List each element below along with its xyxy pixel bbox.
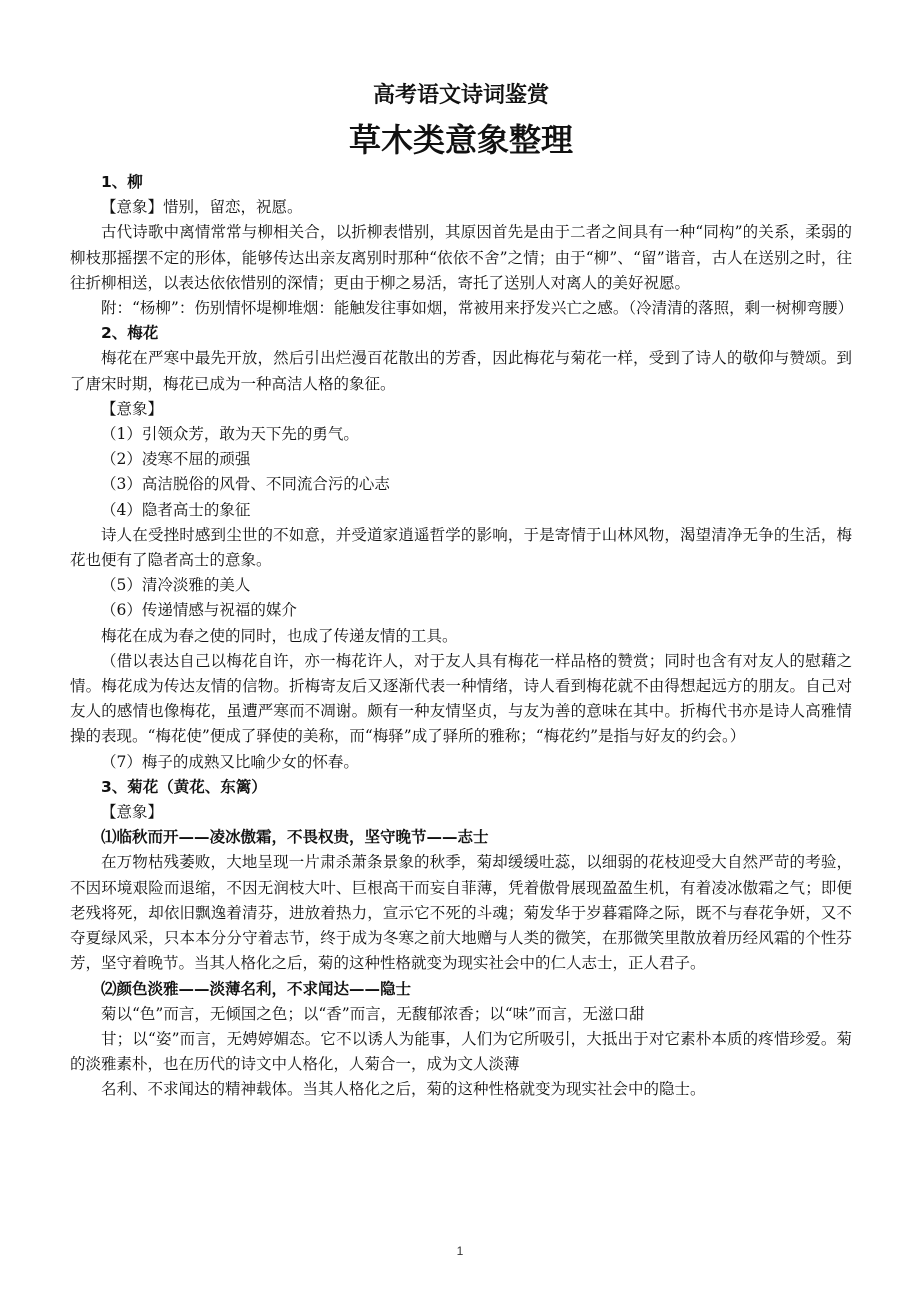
subheading: ⑴临秋而开——凌冰傲霜，不畏权贵，坚守晚节——志士 xyxy=(101,828,489,847)
list-item: （7）梅子的成熟又比喻少女的怀春。 xyxy=(101,752,359,771)
paragraph: 在万物枯残萎败，大地呈现一片肃杀萧条景象的秋季，菊却缓缓吐蕊，以细弱的花枝迎受大自然严苛的考验，不因环境艰险而退缩，不因无润枝大叶、巨根高干而妄自菲薄，凭着傲骨展现盈盈生机，有着凌冰傲霜之气；即便老残将死，却依旧飘逸着清芬，进放着热力，宣示它不死的斗魂；菊发华于岁暮霜降之际，既不与春花争妍，又不夺夏绿风采，只本本分分守着志节，终于成为冬寒之前大地赠与人类的微笑，在那微笑里散放着历经风霜的个性芬芳，坚守着晚节。当其人格化之后，菊的这种性格就变为现实社会中的仁人志士，正人君子。 xyxy=(70,853,852,973)
paragraph: （借以表达自己以梅花自许，亦一梅花许人，对于友人具有梅花一样品格的赞赏；同时也含有对友人的慰藉之情。梅花成为传达友情的信物。折梅寄友后又逐渐代表一种情绪，诗人看到梅花就不由得想起远方的朋友。自己对友人的感情也像梅花，虽遭严寒而不凋谢。颇有一种友情坚贞，与友为善的意味在其中。折梅代书亦是诗人高雅情操的表现。“梅花使”便成了驿使的美称，而“梅驿”成了驿所的雅称；“梅花约”是指与好友的约会。） xyxy=(70,651,852,746)
paragraph: 诗人在受挫时感到尘世的不如意，并受道家逍遥哲学的影响，于是寄情于山林风物，渴望清净无争的生活，梅花也便有了隐者高士的意象。 xyxy=(70,525,852,570)
paragraph: 【意象】惜别，留恋，祝愿。 xyxy=(101,198,303,217)
list-item: （6）传递情感与祝福的媒介 xyxy=(101,601,297,620)
paragraph: 【意象】 xyxy=(101,803,164,822)
list-item: （1）引领众芳，敢为天下先的勇气。 xyxy=(101,425,359,444)
subheading: ⑵颜色淡雅——淡薄名利，不求闻达——隐士 xyxy=(101,979,412,998)
paragraph: 古代诗歌中离情常常与柳相关合，以折柳表惜别，其原因首先是由于二者之间具有一种“同构”的关系，柔弱的柳枝那摇摆不定的形体，能够传达出亲友离别时那种“依依不舍”之情；由于“柳”、“留”谐音，古人在送别之时，往往折柳相送，以表达依依惜别的深情；更由于柳之易活，寄托了送别人对离人的美好祝愿。 xyxy=(70,223,852,292)
paragraph: 梅花在严寒中最先开放，然后引出烂漫百花散出的芳香，因此梅花与菊花一样，受到了诗人的敬仰与赞颂。到了唐宋时期，梅花已成为一种高洁人格的象征。 xyxy=(70,349,852,393)
list-item: （4）隐者高士的象征 xyxy=(101,500,251,519)
paragraph: 菊以“色”而言，无倾国之色；以“香”而言，无馥郁浓香；以“味”而言，无滋口甜 xyxy=(101,1004,645,1023)
paragraph: 附：“杨柳”：伤别情怀堤柳堆烟：能触发往事如烟，常被用来抒发兴亡之感。（冷清清的落照，剩一树柳弯腰） xyxy=(101,299,854,318)
section-heading-plum: 2、梅花 xyxy=(101,324,159,343)
page-number: 1 xyxy=(456,1244,464,1258)
paragraph: 梅花在成为春之使的同时，也成了传递友情的工具。 xyxy=(101,626,458,645)
paragraph: 甘；以“姿”而言，无娉婷媚态。它不以诱人为能事，人们为它所吸引，大抵出于对它素朴本质的疼惜珍爱。菊的淡雅素朴，也在历代的诗文中人格化，人菊合一，成为文人淡薄 xyxy=(70,1029,852,1074)
document-title-line1: 高考语文诗词鉴赏 xyxy=(372,83,549,108)
section-heading-chrysanthemum: 3、菊花（黄花、东篱） xyxy=(101,777,267,796)
document-page xyxy=(70,78,852,1103)
list-item: （5）清冷淡雅的美人 xyxy=(101,576,251,595)
document-title-line2: 草木类意象整理 xyxy=(348,121,573,159)
paragraph: 【意象】 xyxy=(101,399,164,418)
list-item: （3）高洁脱俗的风骨、不同流合污的心志 xyxy=(101,475,390,494)
paragraph: 名利、不求闻达的精神载体。当其人格化之后，菊的这种性格就变为现实社会中的隐士。 xyxy=(101,1080,706,1099)
list-item: （2）凌寒不屈的顽强 xyxy=(101,450,251,469)
section-heading-willow: 1、柳 xyxy=(101,173,143,191)
